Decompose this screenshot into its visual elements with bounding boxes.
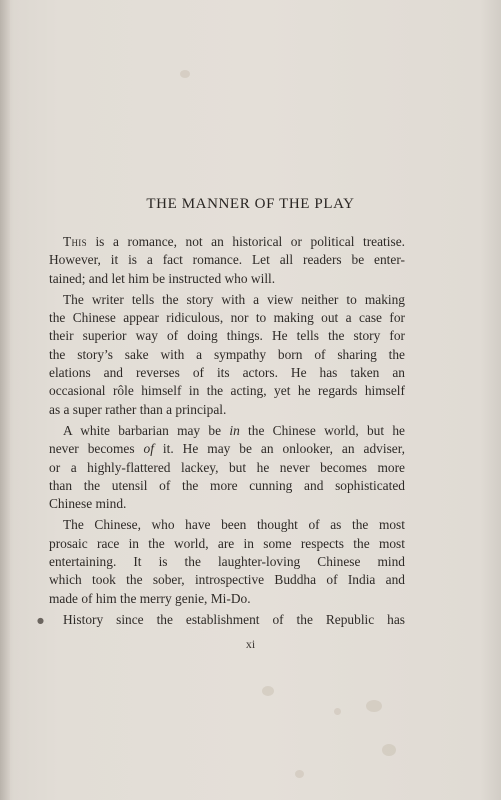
text-line: tained; and let him be instructed who will.	[49, 270, 276, 286]
page-gutter-shadow	[0, 0, 10, 800]
margin-dot: ●	[37, 616, 44, 625]
text-line: History since the establishment of the Republic has	[63, 611, 405, 627]
line-text: A white barbarian may be	[63, 422, 230, 438]
text-line: The Chinese, who have been thought of as the most	[63, 517, 405, 533]
text-line: made of him the merry genie, Mi-Do.	[49, 590, 251, 606]
text-line	[49, 233, 405, 251]
text-line: the story’s sake with a sympathy born of sharing the	[49, 346, 405, 362]
text-line: prosaic race in the world, are in some respects the most	[49, 535, 405, 551]
paper-stain	[180, 70, 190, 78]
text-line: The writer tells the story with a view neither to making	[63, 291, 405, 307]
line-text: it. He may be an onlooker, an adviser,	[153, 441, 405, 457]
text-line: Chinese mind.	[49, 496, 127, 512]
paragraph	[49, 516, 405, 607]
italic-word: of	[143, 441, 154, 457]
italic-word: in	[229, 422, 240, 438]
paper-stain	[366, 700, 382, 712]
paper-stain	[334, 708, 341, 715]
body-text	[49, 233, 405, 632]
paragraph	[49, 291, 405, 419]
lead-word: This	[63, 234, 87, 249]
text-line: occasional rôle himself in the acting, yet he regards himself	[49, 383, 405, 399]
text-line: the Chinese appear ridiculous, nor to making out a case for	[49, 310, 405, 326]
text-line: their superior way of doing things. He tells the story for	[49, 328, 405, 344]
text-line	[49, 422, 405, 440]
paragraph	[49, 233, 405, 288]
line-text: is a romance, not an historical or political treatise.	[86, 234, 405, 249]
paper-stain	[262, 686, 274, 696]
paper-stain	[295, 770, 304, 778]
paper-stain	[382, 744, 396, 756]
paragraph	[49, 611, 405, 629]
paragraph	[49, 422, 405, 513]
line-text: never becomes	[49, 441, 144, 457]
text-line: which took the sober, introspective Buddha of India and	[49, 572, 405, 588]
text-line: However, it is a fact romance. Let all readers be enter-	[49, 252, 405, 268]
text-line: entertaining. It is the laughter-loving Chinese mind	[49, 554, 405, 570]
text-line	[49, 440, 405, 458]
text-line: than the utensil of the more cunning and sophisticated	[49, 477, 405, 493]
text-line: or a highly-flattered lackey, but he never becomes more	[49, 459, 405, 475]
line-text: the Chinese world, but he	[239, 422, 406, 438]
text-line: as a super rather than a principal.	[49, 401, 227, 417]
chapter-title: THE MANNER OF THE PLAY	[146, 196, 355, 212]
page-number: xi	[245, 637, 256, 651]
text-line: elations and reverses of its actors. He has taken an	[49, 365, 405, 381]
